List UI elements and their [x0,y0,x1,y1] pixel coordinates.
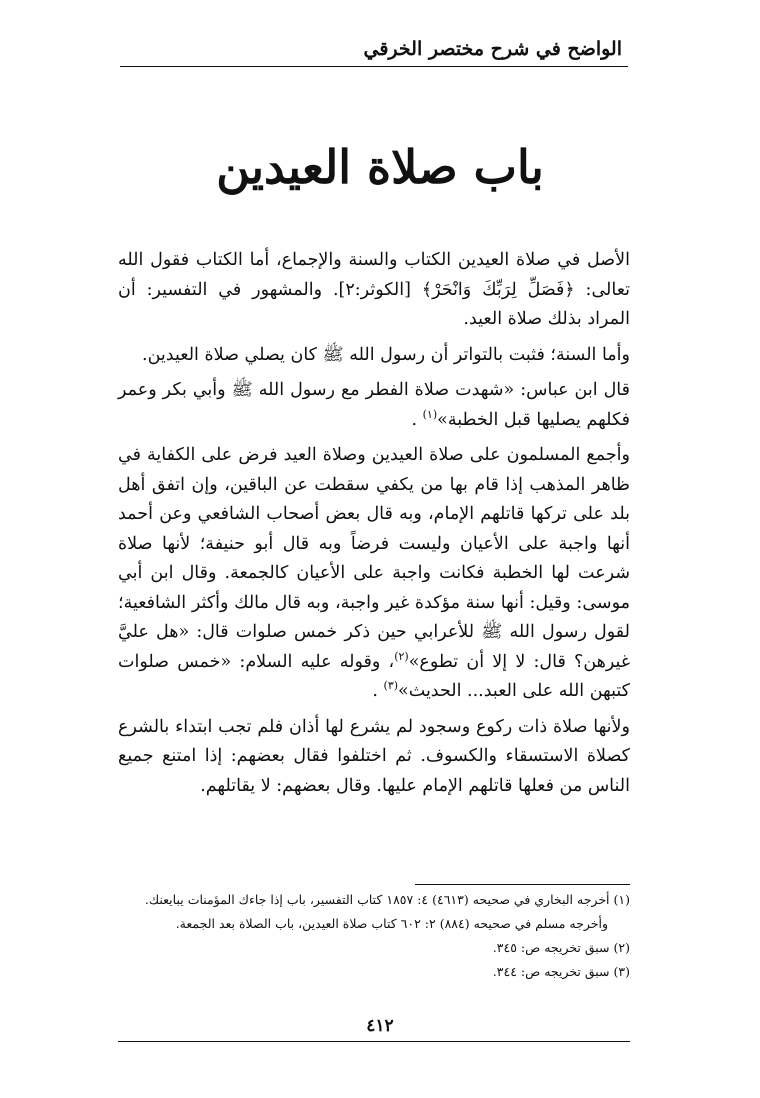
paragraph-text: وأجمع المسلمون على صلاة العيدين وصلاة العيد فرض على الكفاية في ظاهر المذهب إذا قام بها من يكفي سقطت عن الباقين، وإن اتفق أهل بلد على تركها قاتلهم الإمام، وبه قال بعض أصحاب الشافعي وعن أحمد أنها واجبة على الأعيان وليست فرضاً وبه قال أبو حنيفة؛ لأنها صلاة شرعت لها الخطبة فكانت واجبة على الأعيان كالجمعة. وقال ابن أبي موسى: وقيل: أنها سنة مؤكدة غير واجبة، وبه قال مالك وأكثر الشافعية؛ لقول رسول الله ﷺ للأعرابي حين ذكر خمس صلوات قال: «هل عليَّ غيرهن؟ قال: لا إلا أن تطوع» [118,445,630,672]
page-number: ٤١٢ [366,1016,394,1036]
paragraph: ولأنها صلاة ذات ركوع وسجود لم يشرع لها أذان فلم تجب ابتداء بالشرع كصلاة الاستسقاء والكسوف. ثم اختلفوا فقال بعضهم: إذا امتنع جميع الناس من فعلها قاتلهم الإمام عليها. وقال بعضهم: لا يقاتلهم. [118,716,630,796]
paragraph: وأما السنة؛ فثبت بالتواتر أن رسول الله ﷺ كان يصلي صلاة العيدين. [142,344,630,365]
footnote-ref: (٣) [383,679,399,693]
running-header: الواضح في شرح مختصر الخرقي [363,38,622,60]
paragraph-text: قال ابن عباس: «شهدت صلاة الفطر مع رسول الله ﷺ وأبي بكر وعمر فكلهم يصليها قبل الخطبة» [118,380,630,430]
footnote: (٣) سبق تخريجه ص: ٣٤٤. [492,964,630,979]
footnote-rule [415,884,630,885]
period: . [372,681,378,701]
body-text [118,246,630,807]
period: . [411,409,418,430]
footnote-ref: (٢) [394,649,409,663]
footnote: (٢) سبق تخريجه ص: ٣٤٥. [492,940,630,955]
chapter-title: باب صلاة العيدين [216,140,544,194]
footnote-continuation: وأخرجه مسلم في صحيحه (٨٨٤) ٢: ٦٠٢ كتاب صلاة العيدين، باب الصلاة بعد الجمعة. [175,916,608,931]
paragraph-text: ، وقوله عليه السلام: «خمس صلوات كتبهن الله على العبد... الحديث» [118,651,630,701]
footnote-ref: (١) [422,407,438,421]
page-bottom-rule [118,1041,630,1042]
paragraph: الأصل في صلاة العيدين الكتاب والسنة والإجماع، أما الكتاب فقول الله تعالى: ﴿فَصَلِّ لِرَبِّكَ وَانْحَرْ﴾ [الكوثر:٢]. والمشهور في التفسير: أن المراد بذلك صلاة العيد. [118,250,631,329]
footnotes [118,888,630,984]
paragraph [118,376,630,435]
paragraph [118,441,630,707]
footnote: (١) أخرجه البخاري في صحيحه (٤٦١٣) ٤: ١٨٥٧ كتاب التفسير، باب إذا جاءك المؤمنات يبايعنك. [144,892,630,907]
header-rule [120,66,628,67]
